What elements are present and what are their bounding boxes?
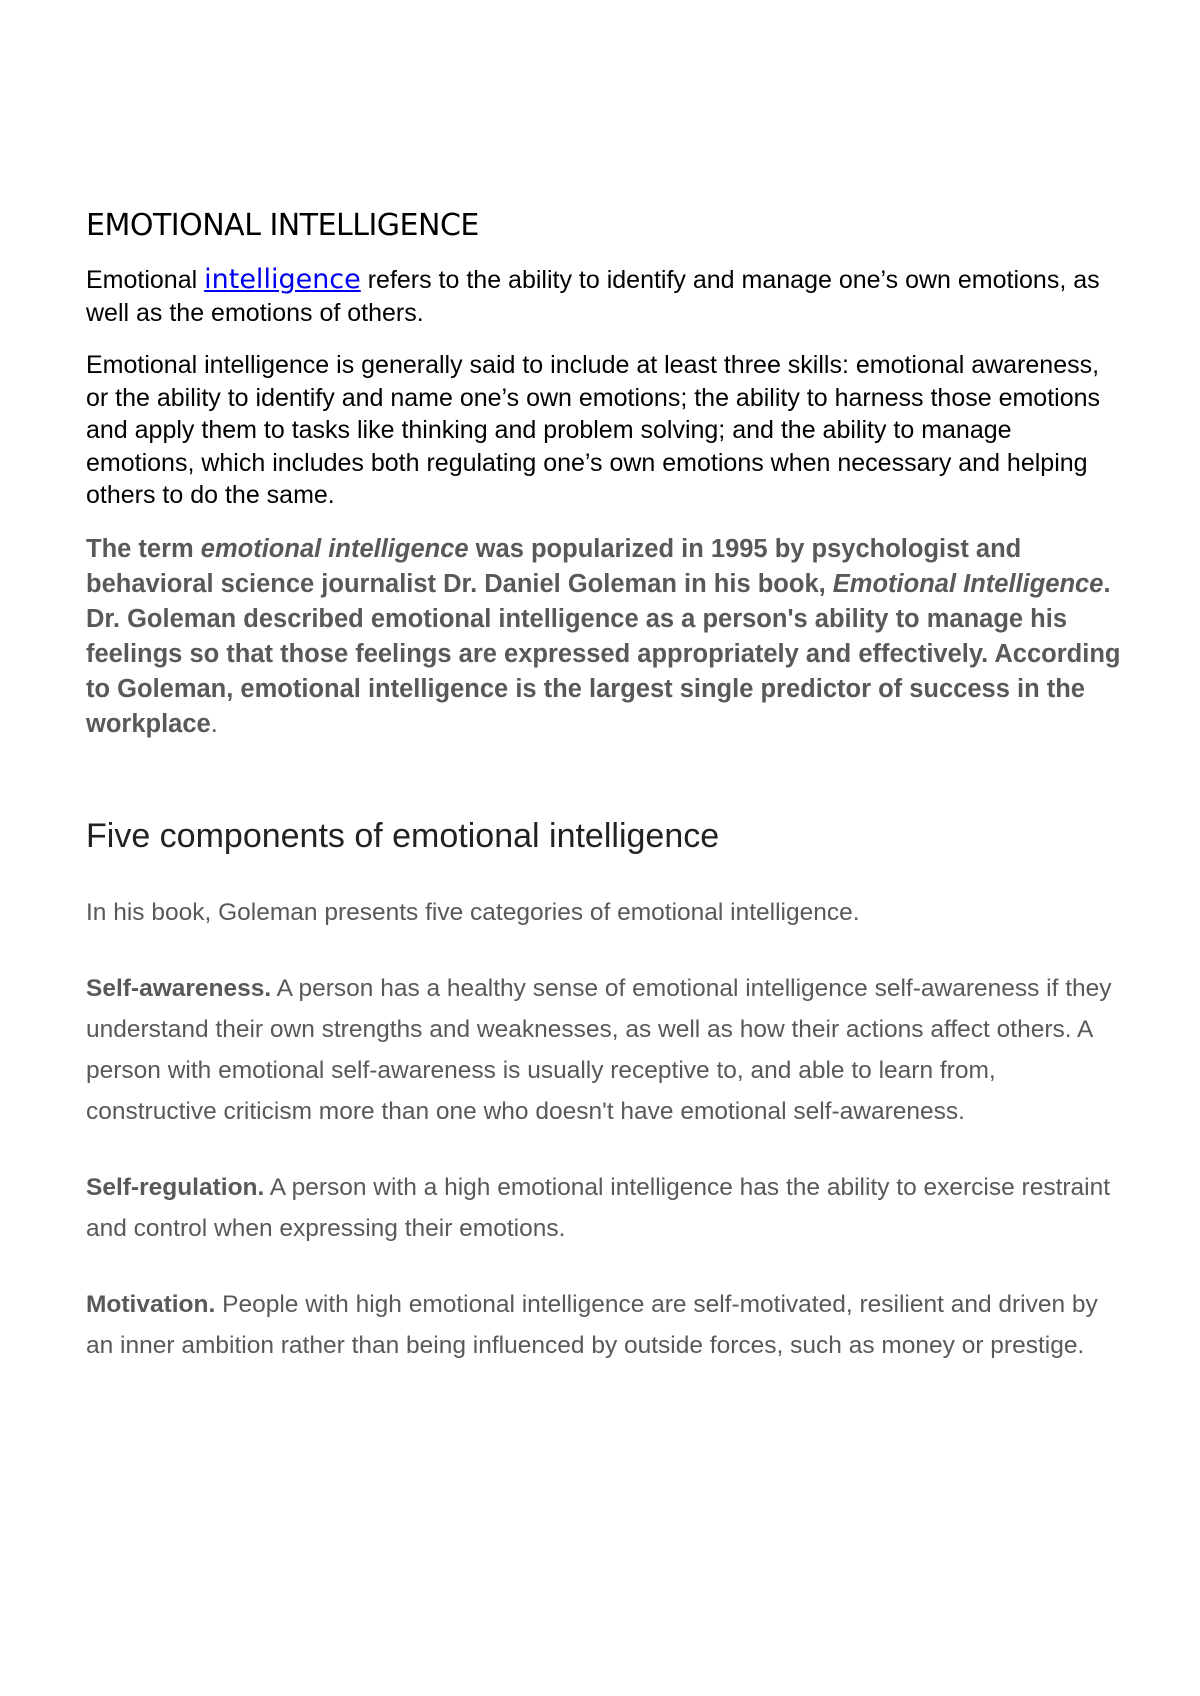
component-name: Self-regulation. xyxy=(86,1173,265,1201)
goleman-text-3: . Dr. Goleman described emotional intelligence as a person's ability to manage his feelings so that those feelings are expressed appropriately and effectively. According to Goleman, emotional intelligence is the largest single predictor of success in the workplace xyxy=(86,569,1121,738)
component-name: Motivation. xyxy=(86,1290,216,1318)
component-motivation xyxy=(86,1284,1126,1366)
term-italic: emotional intelligence xyxy=(200,534,469,563)
section-heading: Five components of emotional intelligence xyxy=(86,816,720,855)
skills-paragraph: Emotional intelligence is generally said to include at least three skills: emotional awareness, or the ability to identify and name one’s own emotions; the ability to harness those emotions and apply them to tasks like thinking and problem solving; and the ability to manage emotions, which includes both regulating one’s own emotions when necessary and helping others to do the same. xyxy=(86,351,1101,509)
component-self-awareness xyxy=(86,968,1126,1132)
goleman-text-2: was popularized in 1995 by psychologist and behavioral science journalist Dr. Daniel Goleman in his book, xyxy=(86,534,1022,598)
component-text: A person has a healthy sense of emotional intelligence self-awareness if they understand their own strengths and weaknesses, as well as how their actions affect others. A person with emotional self-awareness is usually receptive to, and able to learn from, constructive criticism more than one who doesn't have emotional self-awareness. xyxy=(86,974,1112,1125)
goleman-period: . xyxy=(210,709,218,738)
component-text: People with high emotional intelligence are self-motivated, resilient and driven by an inner ambition rather than being influenced by outside forces, such as money or prestige. xyxy=(86,1290,1098,1359)
goleman-text-1: The term xyxy=(86,534,201,563)
document-title: EMOTIONAL INTELLIGENCE xyxy=(86,208,479,243)
intro-text-end: refers to the ability to identify and manage one’s own emotions, as well as the emotions of others. xyxy=(86,266,1100,327)
intro-text-start: Emotional xyxy=(86,266,205,294)
intro-paragraph xyxy=(86,264,1126,329)
intelligence-link[interactable]: intelligence xyxy=(204,264,361,295)
component-self-regulation xyxy=(86,1167,1126,1249)
document-page xyxy=(86,206,1126,1401)
goleman-paragraph xyxy=(86,532,1126,742)
component-text: A person with a high emotional intelligence has the ability to exercise restraint and control when expressing their emotions. xyxy=(86,1173,1111,1242)
book-title-italic: Emotional Intelligence xyxy=(832,569,1104,598)
section-intro: In his book, Goleman presents five categories of emotional intelligence. xyxy=(86,898,860,926)
component-name: Self-awareness. xyxy=(86,974,272,1002)
